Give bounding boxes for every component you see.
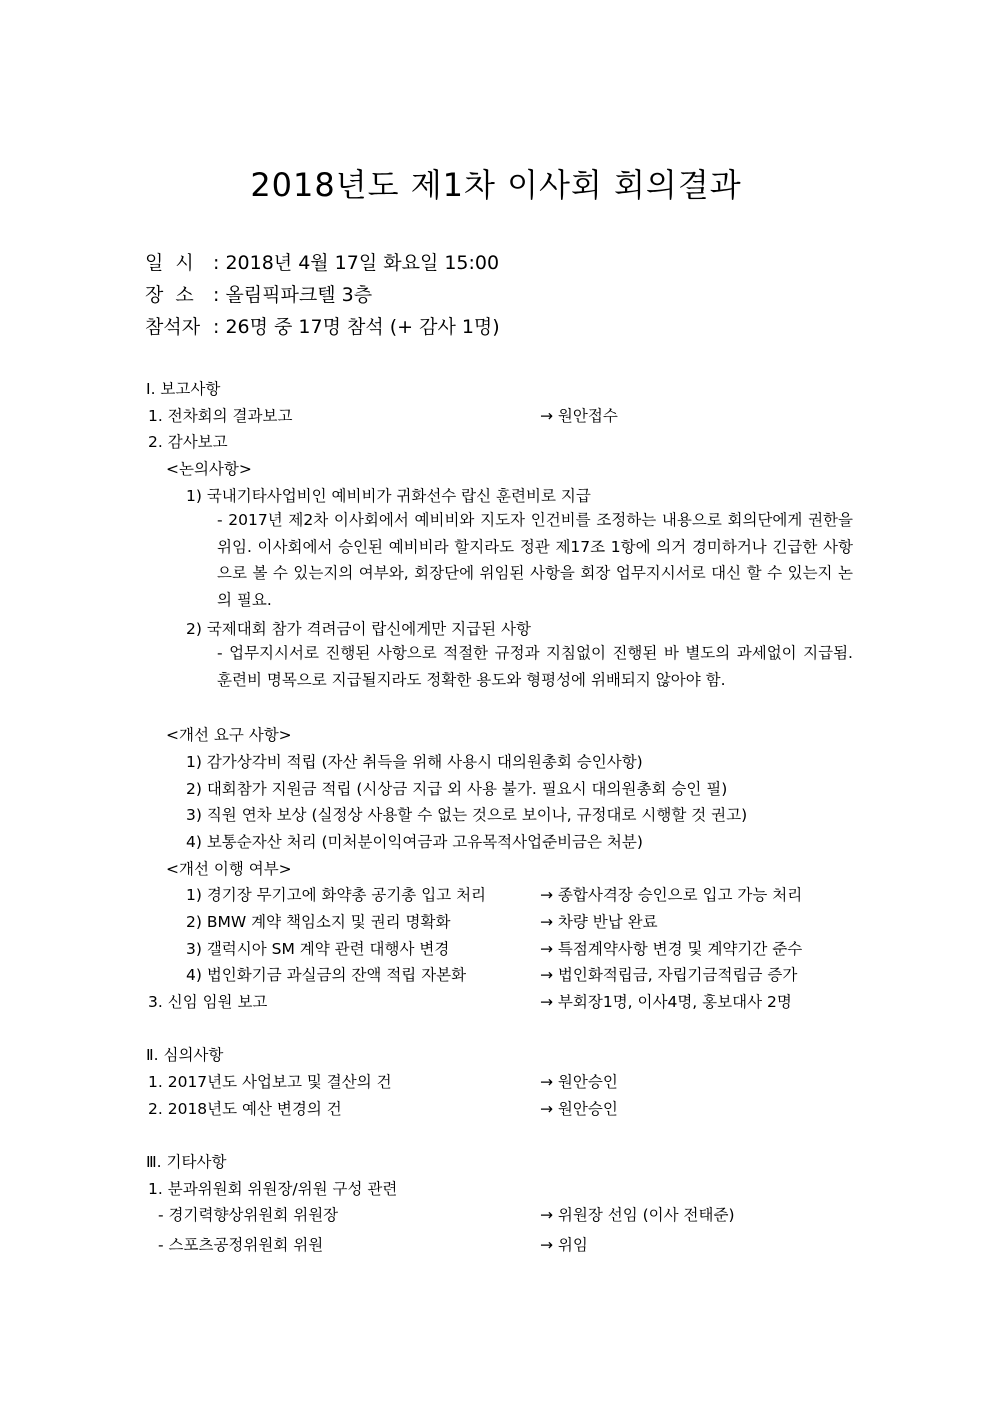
section1-item2-label: 2. 감사보고 <box>148 433 228 451</box>
section1-item3-label: 3. 신임 임원 보고 <box>148 993 268 1011</box>
status-item-result: → 특점계약사항 변경 및 계약기간 준수 <box>540 940 803 958</box>
status-heading: <개선 이행 여부> <box>166 860 292 878</box>
discussion-item-1-title: 1) 국내기타사업비인 예비비가 귀화선수 랍신 훈련비로 지급 <box>186 487 591 505</box>
improve-heading: <개선 요구 사항> <box>166 726 292 744</box>
section2-item-result: → 원안승인 <box>540 1100 618 1118</box>
discussion-item-1-detail: - 2017년 제2차 이사회에서 예비비와 지도자 인건비를 조정하는 내용으로 회의단에게 권한을 위임. 이사회에서 승인된 예비비라 할지라도 정관 제17조 1항에 의거 경미하거나 긴급한 사항으로 볼 수 있는지의 여부와, 회장단에 위임된 사항을 회장 업무지시서로 대신 할 수 있는지 논의 필요. <box>217 511 853 609</box>
section1-item1-label: 1. 전차회의 결과보고 <box>148 407 293 425</box>
improve-item: 4) 보통순자산 처리 (미처분이익여금과 고유목적사업준비금은 처분) <box>186 833 643 851</box>
status-item-label: 2) BMW 계약 책임소지 및 권리 명확화 <box>186 913 451 931</box>
discussion-item-2-title: 2) 국제대회 참가 격려금이 랍신에게만 지급된 사항 <box>186 620 531 638</box>
attendees-label: 참석자 <box>145 316 201 338</box>
place-label: 장 소 <box>145 284 194 306</box>
improve-item: 1) 감가상각비 적립 (자산 취득을 위해 사용시 대의원총회 승인사항) <box>186 753 643 771</box>
section2-item-label: 1. 2017년도 사업보고 및 결산의 건 <box>148 1073 392 1091</box>
status-item-label: 1) 경기장 무기고에 화약총 공기총 입고 처리 <box>186 886 487 904</box>
status-item-result: → 차량 반납 완료 <box>540 913 658 931</box>
section3-heading: Ⅲ. 기타사항 <box>146 1153 227 1171</box>
section3-item1-label: 1. 분과위원회 위원장/위원 구성 관련 <box>148 1180 398 1198</box>
date-label: 일 시 <box>145 252 194 274</box>
meeting-attendees <box>145 312 500 339</box>
improve-item: 3) 직원 연차 보상 (실정상 사용할 수 없는 것으로 보이나, 규정대로 시행할 것 권고) <box>186 806 748 824</box>
section3-subitem-result: → 위원장 선임 (이사 전태준) <box>540 1206 735 1224</box>
section1-heading: Ⅰ. 보고사항 <box>146 380 221 398</box>
section2-item-label: 2. 2018년도 예산 변경의 건 <box>148 1100 342 1118</box>
date-value: : 2018년 4월 17일 화요일 15:00 <box>213 252 500 274</box>
meeting-date <box>145 248 499 275</box>
status-item-result: → 법인화적립금, 자립기금적립금 증가 <box>540 966 798 984</box>
discussion-item-2-detail: - 업무지시서로 진행된 사항으로 적절한 규정과 지침없이 진행된 바 별도의 과세없이 지급됨. 훈련비 명목으로 지급될지라도 정확한 용도와 형평성에 위배되지 않아야 함. <box>217 644 853 689</box>
section1-item3-result: → 부회장1명, 이사4명, 홍보대사 2명 <box>540 993 792 1011</box>
status-item-label: 4) 법인화기금 과실금의 잔액 적립 자본화 <box>186 966 467 984</box>
status-item-result: → 종합사격장 승인으로 입고 가능 처리 <box>540 886 803 904</box>
section3-subitem-label: - 스포츠공정위원회 위원 <box>158 1236 324 1254</box>
status-item-label: 3) 갤럭시아 SM 계약 관련 대행사 변경 <box>186 940 450 958</box>
section2-heading: Ⅱ. 심의사항 <box>146 1046 224 1064</box>
section2-item-result: → 원안승인 <box>540 1073 618 1091</box>
section1-item1-result: → 원안접수 <box>540 407 618 425</box>
section3-subitem-label: - 경기력향상위원회 위원장 <box>158 1206 339 1224</box>
meeting-place <box>145 280 372 307</box>
place-value: : 올림픽파크텔 3층 <box>213 284 373 306</box>
discussion-heading: <논의사항> <box>166 460 252 478</box>
attendees-value: : 26명 중 17명 참석 (+ 감사 1명) <box>213 316 500 338</box>
improve-item: 2) 대회참가 지원금 적립 (시상금 지급 외 사용 불가. 필요시 대의원총회 승인 필) <box>186 780 728 798</box>
section3-subitem-result: → 위임 <box>540 1236 588 1254</box>
page-title: 2018년도 제1차 이사회 회의결과 <box>250 166 742 204</box>
